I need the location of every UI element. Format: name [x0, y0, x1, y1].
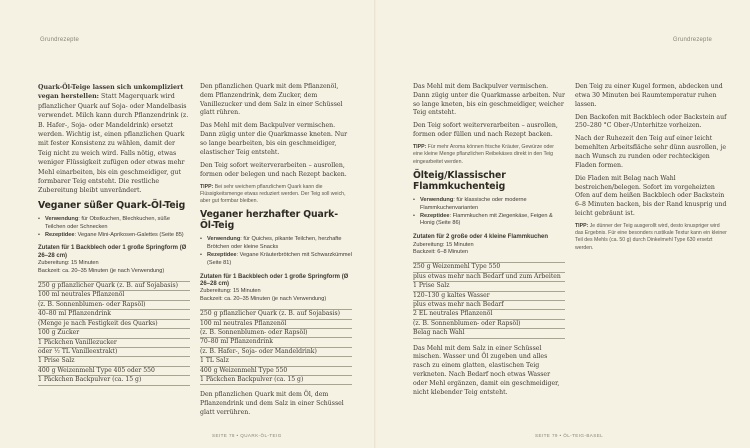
- ingredient-row: 100 ml neutrales Pflanzenöl: [200, 320, 352, 329]
- ingredient-list: [413, 262, 565, 338]
- paragraph: Das Mehl mit dem Backpulver vermischen. Dann zügig unter die Quarkmasse arbeiten. Nur so lange kneten, bis ein geschmeidiger, weicher Teig entsteht.: [413, 83, 565, 117]
- ingredient-row: 1 Prise Salz: [38, 357, 190, 366]
- recipe-heading: Veganer herzhafter Quark-Öl-Teig: [200, 209, 339, 232]
- yield-info: Zutaten für 1 Backblech oder 1 große Springform (Ø 26–28 cm) Zubereitung: 15 Minuten Backzeit: ca. 20–35 Minuten (je nach Verwendung): [200, 273, 349, 302]
- list-item: • Rezeptidee: Vegane Mini-Aprikosen-Galettes (Seite 85): [38, 232, 190, 240]
- column-3: [413, 83, 565, 402]
- paragraph: Den Teig sofort weiterverarbeiten – ausrollen, formen oder belegen und nach Rezept backen.: [200, 161, 347, 178]
- recipe-usage-list: [413, 197, 565, 228]
- ingredient-row: plus etwas mehr nach Bedarf und zum Arbeiten: [413, 273, 565, 282]
- recipe-heading: Veganer süßer Quark-Öl-Teig: [38, 200, 186, 212]
- ingredient-row: (z. B. Hafer-, Soja- oder Mandeldrink): [200, 348, 352, 357]
- ingredient-row: 1 Prise Salz: [413, 282, 565, 291]
- paragraph: Den Teig zu einer Kugel formen, abdecken und etwa 30 Minuten bei Raumtemperatur ruhen lassen.: [575, 83, 723, 108]
- ingredient-row: 1 TL Salz: [200, 357, 352, 366]
- intro-paragraph: Quark-Öl-Teige lassen sich unkompliziert vegan herstellen: Statt Magerquark wird pflanzlicher Quark auf Soja- oder Mandelbasis verwendet. Milch kann durch Pflanzendrink (z. B. Hafer-, Soja- oder Mandeldrink) ersetzt werden. Wichtig ist, einen pflanzlichen Quark mit fester Konsistenz zu wählen, damit der Teig nicht zu weich wird. Falls nötig, etwas weniger Flüssigkeit zufügen oder etwas mehr Mehl einarbeiten, bis ein geschmeidiger, gut formbarer Teig entsteht. Die restliche Zubereitung bleibt unverändert.: [38, 84, 189, 195]
- list-item: • Verwendung: für klassische oder moderne Flammkuchenvarianten: [413, 197, 565, 213]
- ingredient-row: (Menge je nach Festigkeit des Quarks): [38, 320, 190, 329]
- running-head: Grundrezepte: [40, 37, 80, 43]
- list-item: • Rezeptidee: Vegane Kräuterbrötchen mit Schwarzkümmel (Seite 81): [200, 252, 352, 268]
- ingredient-row: 120–130 g kaltes Wasser: [413, 292, 565, 301]
- recipe-usage-list: [38, 216, 190, 239]
- ingredient-row: 250 g pflanzlicher Quark (z. B. auf Sojabasis): [200, 310, 352, 319]
- paragraph: Nach der Ruhezeit den Teig auf einer leicht bemehlten Arbeitsfläche sehr dünn ausrollen, je nach Wunsch zu runden oder rechteckigen Fladen formen.: [575, 135, 727, 169]
- paragraph: Den Teig sofort weiterverarbeiten – ausrollen, formen oder füllen und nach Rezept backen.: [413, 122, 558, 139]
- recipe-usage-list: [200, 236, 352, 267]
- paragraph: Den pflanzlichen Quark mit dem Pflanzenöl, dem Pflanzendrink, dem Zucker, dem Vanillezucker und dem Salz in einer Schüssel glatt rühren.: [200, 83, 343, 117]
- page-folio: SEITE 79 • ÖL-TEIG-BASEL: [535, 433, 604, 438]
- ingredient-row: Belag nach Wahl: [413, 329, 565, 338]
- paragraph: Das Mehl mit dem Salz in einer Schüssel mischen. Wasser und Öl zugeben und alles rasch zu einem glatten, elastischen Teig verkneten. Nach Bedarf noch etwas Wasser oder Mehl ergänzen, damit ein geschmeidiger, nicht klebender Teig entsteht.: [413, 344, 560, 396]
- ingredient-row: 400 g Weizenmehl Type 405 oder 550: [38, 367, 190, 376]
- paragraph: Das Mehl mit dem Backpulver vermischen. Dann zügig unter die Quarkmasse kneten. Nur so lange bearbeiten, bis ein geschmeidiger, elastischer Teig entsteht.: [200, 122, 348, 156]
- ingredient-row: 1 Päckchen Backpulver (ca. 15 g): [200, 376, 352, 385]
- tip-note: TIPP: Für mehr Aroma können frische Kräuter, Gewürze oder eine kleine Menge pflanzlichen Reibekäses direkt in den Teig eingearbeitet werden.: [413, 144, 554, 165]
- paragraph: Den Backofen mit Backblech oder Backstein auf 250–280 °C Ober-/Unterhitze vorheizen.: [575, 113, 727, 130]
- yield-info: Zutaten für 1 Backblech oder 1 große Springform (Ø 26–28 cm) Zubereitung: 15 Minuten Backzeit: ca. 20–35 Minuten (je nach Verwendung): [38, 245, 187, 274]
- ingredient-row: 1 Päckchen Vanillezucker: [38, 339, 190, 348]
- ingredient-row: 70–80 ml Pflanzendrink: [200, 338, 352, 347]
- ingredient-row: plus etwas mehr nach Bedarf: [413, 301, 565, 310]
- recipe-heading: Ölteig/Klassischer Flammkuchenteig: [413, 169, 506, 192]
- column-2: [200, 83, 352, 422]
- list-item: • Rezeptidee: Flammkuchen mit Ziegenkäse, Feigen & Honig (Seite 86): [413, 213, 565, 229]
- ingredient-row: 400 g Weizenmehl Type 550: [200, 367, 352, 376]
- ingredient-list: [200, 309, 352, 385]
- paragraph: Die Fladen mit Belag nach Wahl bestreichen/belegen. Sofort im vorgeheizten Ofen auf dem heißen Backblech oder Backstein 6–8 Minuten backen, bis der Rand knusprig und leicht gebräunt ist.: [575, 174, 727, 217]
- ingredient-row: (z. B. Sonnenblumen- oder Rapsöl): [413, 320, 565, 329]
- ingredient-row: 1 Päckchen Backpulver (ca. 15 g): [38, 376, 190, 385]
- list-item: • Verwendung: für Obstkuchen, Blechkuchen, süße Teilchen oder Schnecken: [38, 216, 190, 232]
- list-item: • Verwendung: für Quiches, pikante Teilchen, herzhafte Brötchen oder kleine Snacks: [200, 236, 352, 252]
- column-4: [575, 83, 727, 256]
- ingredient-row: 100 g Zucker: [38, 329, 190, 338]
- ingredient-row: 250 g pflanzlicher Quark (z. B. auf Sojabasis): [38, 282, 190, 291]
- ingredient-row: (z. B. Sonnenblumen- oder Rapsöl): [38, 301, 190, 310]
- ingredient-row: (z. B. Sonnenblumen- oder Rapsöl): [200, 329, 352, 338]
- tip-note: TIPP: Bei sehr weichem pflanzlichem Quark kann die Flüssigkeitsmenge etwas reduziert werden. Der Teig soll weich, aber gut formbar bleiben.: [200, 183, 346, 204]
- paragraph: Den pflanzlichen Quark mit dem Öl, dem Pflanzendrink und dem Salz in einer Schüssel glatt verrühren.: [200, 391, 344, 416]
- ingredient-row: 40–80 ml Pflanzendrink: [38, 310, 190, 319]
- column-1: [38, 83, 190, 392]
- ingredient-row: oder ½ TL Vanilleextrakt): [38, 348, 190, 357]
- running-head: Grundrezepte: [672, 37, 712, 43]
- page-folio: SEITE 78 • QUARK-ÖL-TEIG: [212, 433, 282, 438]
- ingredient-row: 100 ml neutrales Pflanzenöl: [38, 291, 190, 300]
- ingredient-row: 250 g Weizenmehl Type 550: [413, 263, 565, 272]
- tip-note: TIPP: Je dünner der Teig ausgerollt wird, desto knuspriger wird das Ergebnis. Für eine besonders rustikale Textur kann ein kleiner Teil des Mehls (ca. 50 g) durch Dinkelmehl Type 630 ersetzt werden.: [575, 222, 727, 251]
- yield-info: Zutaten für 2 große oder 4 kleine Flammkuchen Zubereitung: 15 Minuten Backzeit: 6–8 Minuten: [413, 234, 549, 255]
- ingredient-row: 2 EL neutrales Pflanzenöl: [413, 310, 565, 319]
- ingredient-list: [38, 281, 190, 385]
- right-page: [375, 0, 750, 448]
